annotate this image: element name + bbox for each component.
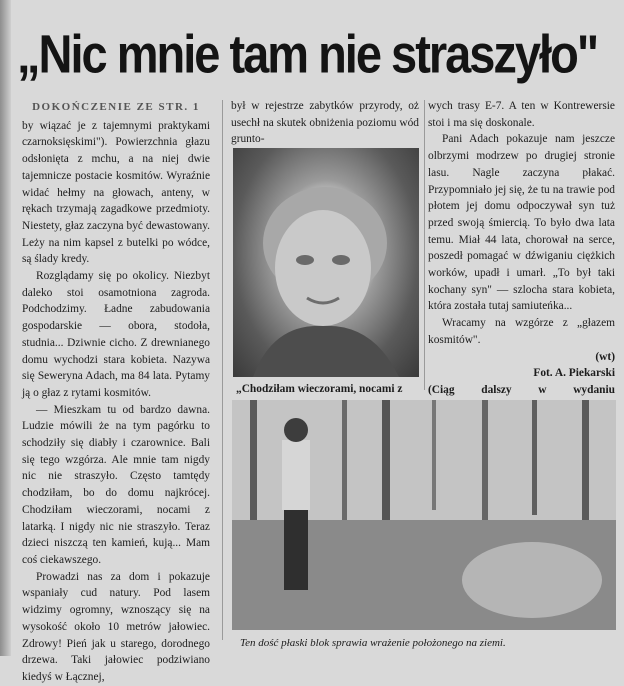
portrait-photo — [233, 148, 419, 377]
photo-credit: Fot. A. Piekarski — [533, 367, 615, 380]
page-edge — [0, 0, 11, 656]
headline: „Nic mnie tam nie straszyło" — [17, 22, 598, 84]
article-column-1 — [22, 99, 210, 686]
paragraph: Rozglądamy się po okolicy. Niezbyt daleko stoi osamotniona zagroda. Podchodzimy. Ładne zabudowania gospodarskie — obora, stodoła, studnia... Dziwnie cicho. Z drewnianego domu wychodzi stara kobieta. Nazywa się Seweryna Adach, ma 84 lata. Pytamy ją o głaz z rytami kosmitów. — [22, 270, 210, 399]
author-initials: (wt) — [595, 350, 615, 363]
portrait-caption: „Chodziłam wieczorami, nocami z — [236, 383, 403, 395]
column-rule — [222, 100, 223, 640]
paragraph: by wiązać je z tajemnymi praktykami czarnoksięskimi"). Powierzchnia głazu odsłonięta z mchu, a na niej dwie tajemnicze postacie kosmitów. Wyraźnie widać hełmy na głowach, anteny, w rękach trzymają zagadkowe przedmioty. Niestety, głaz zaczyna być dewastowany. Leży na nim kapsel z butelki po wódce, są ślady kredy. — [22, 119, 210, 266]
forest-caption: Ten dość płaski blok sprawia wrażenie położonego na ziemi. — [240, 637, 506, 649]
column-rule — [424, 100, 425, 390]
paragraph: — Mieszkam tu od bardzo dawna. Ludzie mówili że na tym pagórku to schodziły się diabły i czarownice. Bali się tego wzgórza. Ale mnie tam nigdy nic nie straszyło. Często tamtędy chodziłam, bo do domu najkrócej. Chodziłam wieczorami, nocami z latarką. I nigdy nic nie straszyło. Teraz dzieci niszczą ten kamień, kują... Mam coś ciekawszego. — [22, 403, 210, 566]
paragraph: wych trasy E-7. A ten w Kontrewersie stoi i ma się doskonale. — [428, 100, 615, 129]
forest-image — [232, 400, 616, 630]
paragraph: Prowadzi nas za dom i pokazuje wspaniały cud natury. Pod lasem widzimy ogromny, wznoszący się na wysokość około 10 metrów jałowiec. Zdrowy! Pień jak u starego, dorodnego drzewa. Taki jałowiec podziwiano kiedyś w Łącznej, — [22, 570, 210, 683]
article-column-2 — [231, 98, 419, 148]
paragraph: był w rejestrze zabytków przyrody, oż usechł na skutek obniżenia poziomu wód grunto- — [231, 100, 419, 146]
article-column-3 — [428, 98, 615, 415]
portrait-image — [233, 148, 419, 377]
paragraph: Pani Adach pokazuje nam jeszcze olbrzymi modrzew po drugiej stronie lasu. Nagle zaczyna płakać. Przypomniało jej się, że tu na trawie pod płotem jej domu odpoczywał syn tuż przed swoją śmiercią. To było dwa lata temu. Miał 44 lata, chorował na serce, poszedł pomagać w dźwiganiu ciężkich worków, upadł i umarł. „To był taki kochany syn" — szlocha stara kobieta, która została tutaj samiuteńka... — [428, 133, 615, 313]
continued-note: (Ciąg dalszy w wydaniu — [428, 383, 615, 396]
forest-photo — [232, 400, 616, 630]
paragraph: Wracamy na wzgórze z „głazem kosmitów". — [428, 317, 615, 346]
continuation-note: DOKOŃCZENIE ZE STR. 1 — [32, 101, 200, 113]
